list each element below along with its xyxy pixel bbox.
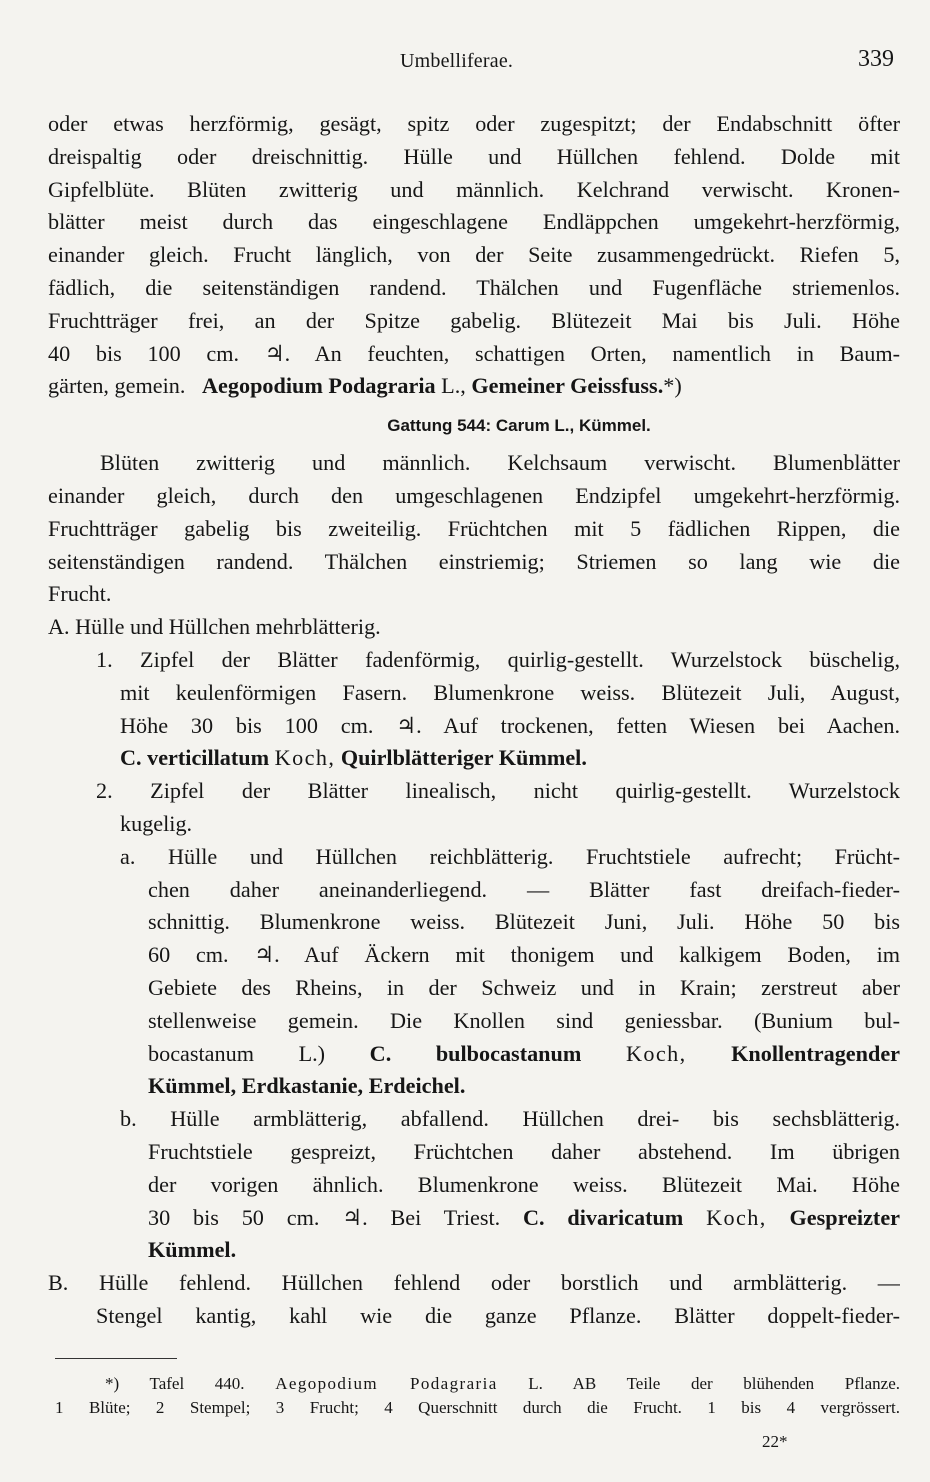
text-run: 30 bis 50 cm. ♃. Bei Triest.: [148, 1204, 501, 1230]
key-item-a: a. Hülle und Hüllchen reichblätterig. Fruchtstiele aufrecht; Frücht-: [120, 843, 900, 869]
author-name: Koch,: [706, 1204, 767, 1230]
text-line: schnittig. Blumenkrone weiss. Blütezeit Juni, Juli. Höhe 50 bis: [148, 909, 900, 935]
species-name: C. bulbocastanum: [369, 1040, 582, 1066]
text-line: blätter meist durch das eingeschlagene Endläppchen umgekehrt-herzförmig,: [48, 209, 900, 235]
text-line: fädlich, die seitenständigen randend. Thälchen und Fugenfläche striemenlos.: [48, 274, 900, 300]
text-line: oder etwas herzförmig, gesägt, spitz oder zugespitzt; der Endabschnitt öfter: [48, 111, 900, 136]
species-name: Aegopodium Podagraria: [275, 1374, 498, 1393]
text-line: stellenweise gemein. Die Knollen sind geniessbar. (Bunium bul-: [148, 1007, 900, 1033]
text-line: [48, 742, 900, 775]
genus-heading: Gattung 544: Carum L., Kümmel.: [387, 416, 651, 436]
text-line: der vorigen ähnlich. Blumenkrone weiss. Blütezeit Mai. Höhe: [148, 1171, 900, 1197]
text-line: Höhe 30 bis 100 cm. ♃. Auf trockenen, fetten Wiesen bei Aachen.: [120, 712, 900, 738]
text-line: [48, 370, 900, 403]
common-name: Kümmel, Erdkastanie, Erdeichel.: [148, 1073, 466, 1099]
text-line: kugelig.: [120, 810, 193, 836]
text-line: einander gleich. Frucht länglich, von der Seite zusammengedrückt. Riefen 5,: [48, 242, 900, 268]
text-line: Fruchtstiele gespreizt, Früchtchen daher abstehend. Im übrigen: [148, 1138, 900, 1164]
footnote-ref: *): [663, 373, 682, 399]
text-line: Gebiete des Rheins, in der Schweiz und in Krain; zerstreut aber: [148, 974, 900, 1000]
text-line: dreispaltig oder dreischnittig. Hülle und Hüllchen fehlend. Dolde mit: [48, 143, 900, 169]
common-name: Kümmel.: [148, 1237, 237, 1263]
text-line: chen daher aneinanderliegend. — Blätter fast dreifach-fieder-: [148, 876, 900, 902]
text-line: Fruchtträger gabelig bis zweiteilig. Früchtchen mit 5 fädlichen Rippen, die: [48, 515, 900, 541]
author-abbrev: L.,: [441, 373, 466, 399]
sheet-signature: 22*: [762, 1432, 788, 1451]
footnote-line: 1 Blüte; 2 Stempel; 3 Frucht; 4 Querschnitt durch die Frucht. 1 bis 4 vergrössert.: [55, 1398, 900, 1417]
key-heading-b: B. Hülle fehlend. Hüllchen fehlend oder borstlich und armblätterig. —: [48, 1270, 900, 1296]
footnote-line: [55, 1372, 900, 1396]
author-name: Koch,: [274, 745, 336, 771]
page-body: [48, 108, 900, 1333]
text-line: Gipfelblüte. Blüten zwitterig und männlich. Kelchrand verwischt. Kronen-: [48, 176, 900, 202]
footnote-rule: [55, 1358, 177, 1359]
text-line: einander gleich, durch den umgeschlagenen Endzipfel umgekehrt-herzförmig.: [48, 482, 900, 508]
text-run: bocastanum L.): [148, 1040, 326, 1066]
author-name: Koch,: [625, 1040, 687, 1066]
text-line: mit keulenförmigen Fasern. Blumenkrone weiss. Blütezeit Juli, August,: [120, 679, 900, 705]
species-name: Aegopodium Podagraria: [202, 373, 436, 399]
key-item-1: 1. Zipfel der Blätter fadenförmig, quirlig-gestellt. Wurzelstock büschelig,: [96, 646, 900, 672]
text-line: Frucht.: [48, 581, 112, 607]
page-number: 339: [858, 46, 894, 72]
text-line: 40 bis 100 cm. ♃. An feuchten, schattigen Orten, namentlich in Baum-: [48, 340, 900, 366]
text-line: Blüten zwitterig und männlich. Kelchsaum verwischt. Blumenblätter: [100, 450, 900, 476]
page-header: [0, 46, 930, 80]
footnote: [55, 1372, 900, 1420]
running-title: Umbelliferae.: [400, 50, 514, 72]
text-line: 60 cm. ♃. Auf Äckern mit thonigem und kalkigem Boden, im: [148, 942, 900, 968]
footnote-text: *) Tafel 440.: [105, 1374, 245, 1393]
key-heading-a: A. Hülle und Hüllchen mehrblätterig.: [48, 614, 381, 640]
text-line: Fruchtträger frei, an der Spitze gabelig. Blütezeit Mai bis Juli. Höhe: [48, 307, 900, 333]
text-line: Stengel kantig, kahl wie die ganze Pflanze. Blätter doppelt-fieder-: [96, 1302, 900, 1328]
species-name: C. divaricatum: [523, 1204, 684, 1230]
text-line: [48, 1202, 900, 1235]
text-run: gärten, gemein.: [48, 373, 186, 399]
common-name: Gespreizter: [789, 1204, 900, 1230]
text-line: [48, 1038, 900, 1071]
species-name: C. verticillatum: [120, 745, 270, 771]
text-line: seitenständigen randend. Thälchen einstriemig; Striemen so lang wie die: [48, 548, 900, 574]
common-name: Gemeiner Geissfuss.: [471, 373, 664, 399]
footnote-text: L. AB Teile der blühenden Pflanze.: [528, 1374, 900, 1393]
key-item-b: b. Hülle armblätterig, abfallend. Hüllchen drei- bis sechsblätterig.: [120, 1106, 900, 1132]
common-name: Knollentragender: [731, 1040, 900, 1066]
common-name: Quirlblätteriger Kümmel.: [340, 745, 587, 771]
key-item-2: 2. Zipfel der Blätter linealisch, nicht quirlig-gestellt. Wurzelstock: [96, 778, 900, 804]
